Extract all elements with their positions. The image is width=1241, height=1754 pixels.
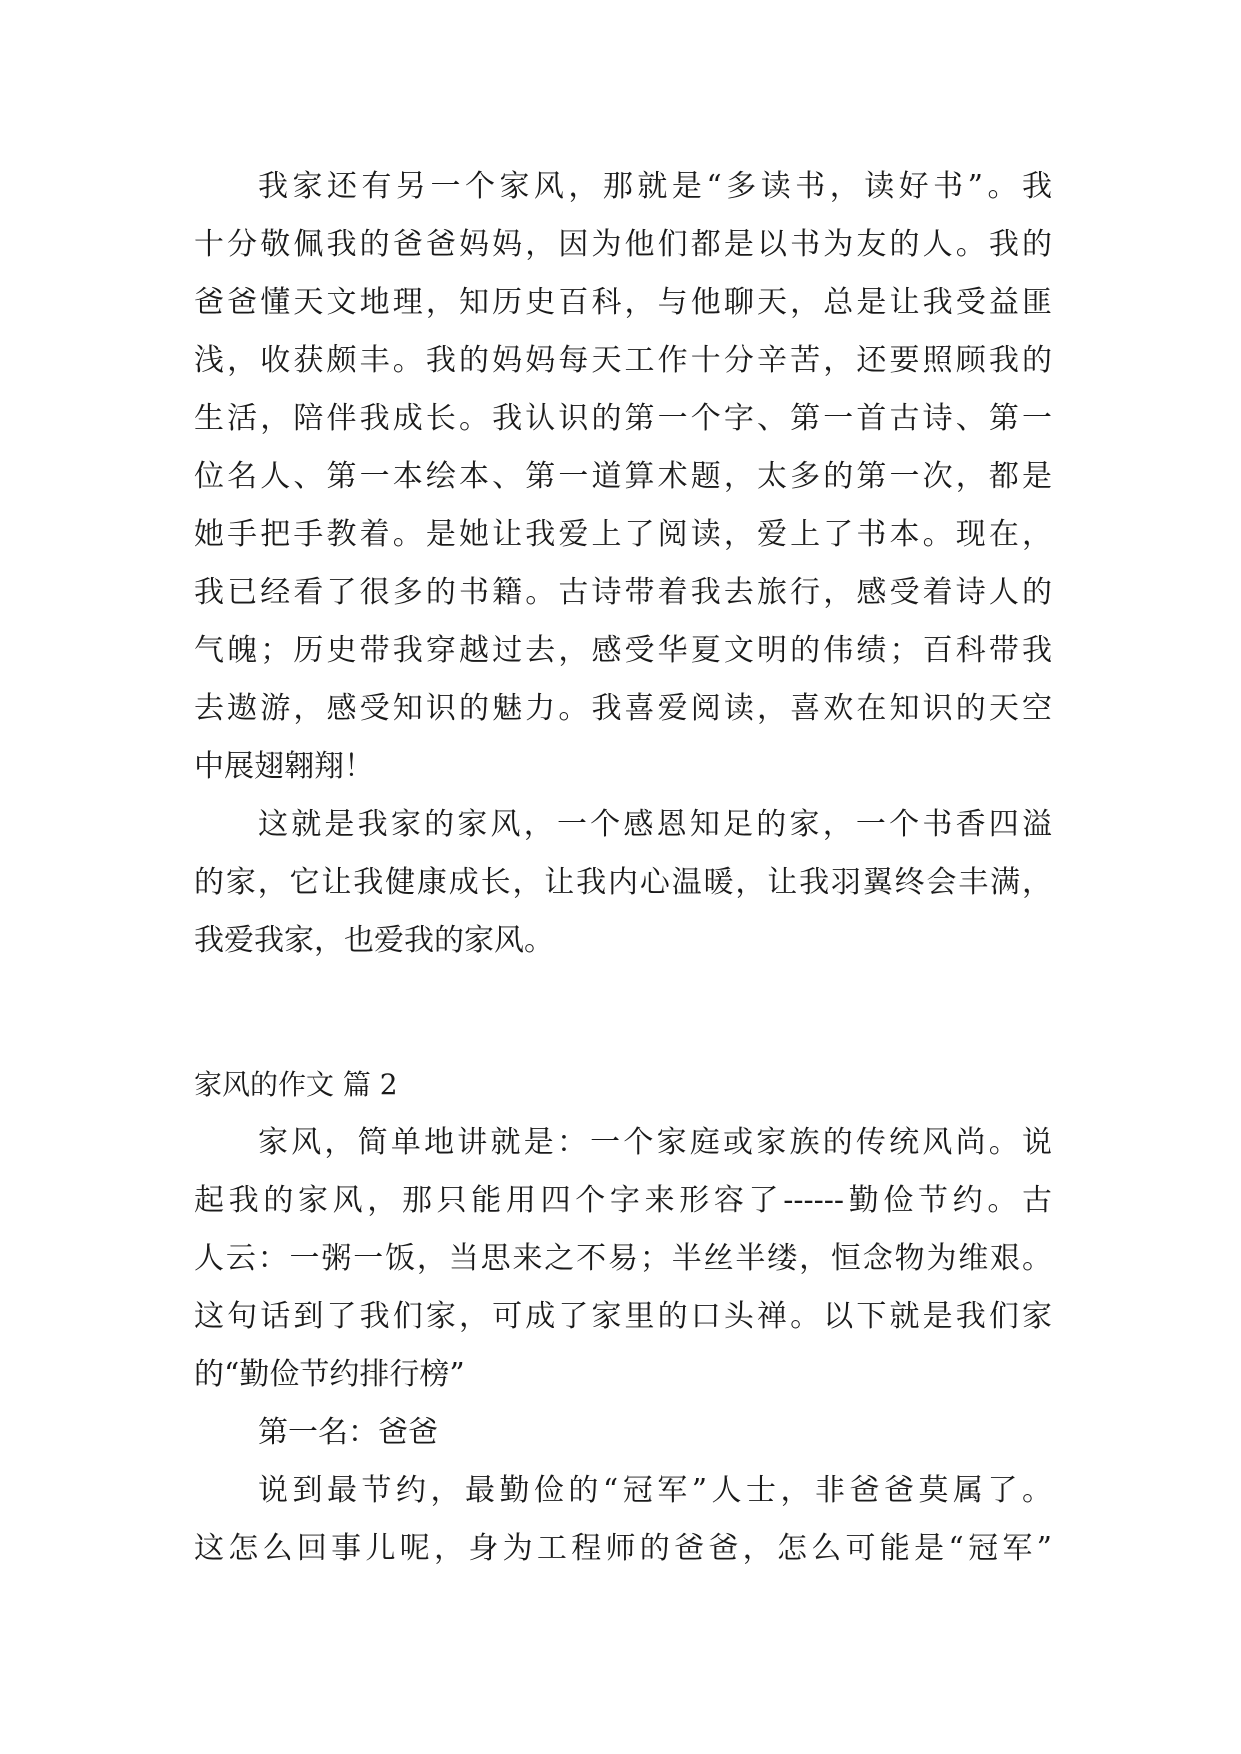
paragraph bbox=[194, 158, 1052, 796]
paragraph bbox=[194, 1114, 1052, 1404]
text-line: 说到最节约，最勤俭的“冠军”人士，非爸爸莫属了。 bbox=[258, 1473, 1052, 1508]
paragraph bbox=[194, 796, 1052, 970]
text-line: 人云：一粥一饭，当思来之不易；半丝半缕，恒念物为维艰。 bbox=[194, 1241, 1052, 1276]
paragraph bbox=[194, 1462, 1052, 1578]
text-line: 浅，收获颇丰。我的妈妈每天工作十分辛苦，还要照顾我的 bbox=[194, 343, 1052, 378]
text-line: 气魄；历史带我穿越过去，感受华夏文明的伟绩；百科带我 bbox=[194, 633, 1052, 668]
text-line: 生活，陪伴我成长。我认识的第一个字、第一首古诗、第一 bbox=[194, 401, 1052, 436]
text-line: 我家还有另一个家风，那就是“多读书，读好书”。我 bbox=[258, 169, 1052, 204]
text-line: 我已经看了很多的书籍。古诗带着我去旅行，感受着诗人的 bbox=[194, 575, 1052, 610]
document-page bbox=[194, 158, 1052, 1578]
text-line: 中展翅翱翔！ bbox=[194, 749, 374, 784]
text-line: 十分敬佩我的爸爸妈妈，因为他们都是以书为友的人。我的 bbox=[194, 227, 1052, 262]
text-line: 家风，简单地讲就是：一个家庭或家族的传统风尚。说 bbox=[258, 1125, 1052, 1160]
text-line: 的“勤俭节约排行榜” bbox=[194, 1357, 465, 1392]
text-line: 去遨游，感受知识的魅力。我喜爱阅读，喜欢在知识的天空 bbox=[194, 691, 1052, 726]
text-line: 位名人、第一本绘本、第一道算术题，太多的第一次，都是 bbox=[194, 459, 1052, 494]
section-heading: 家风的作文 篇 2 bbox=[194, 1068, 398, 1101]
text-line: 这句话到了我们家，可成了家里的口头禅。以下就是我们家 bbox=[194, 1299, 1052, 1334]
paragraph bbox=[194, 1404, 1052, 1462]
text-line: 这怎么回事儿呢，身为工程师的爸爸，怎么可能是“冠军” bbox=[194, 1531, 1052, 1566]
text-line: 她手把手教着。是她让我爱上了阅读，爱上了书本。现在， bbox=[194, 517, 1052, 552]
text-line: 我爱我家，也爱我的家风。 bbox=[194, 923, 554, 958]
text-line: 的家，它让我健康成长，让我内心温暖，让我羽翼终会丰满， bbox=[194, 865, 1052, 900]
section-gap bbox=[194, 970, 1052, 1056]
text-line: 爸爸懂天文地理，知历史百科，与他聊天，总是让我受益匪 bbox=[194, 285, 1052, 320]
text-line: 这就是我家的家风，一个感恩知足的家，一个书香四溢 bbox=[258, 807, 1052, 842]
text-line: 第一名：爸爸 bbox=[258, 1415, 438, 1450]
text-line: 起我的家风，那只能用四个字来形容了------勤俭节约。古 bbox=[194, 1183, 1052, 1218]
